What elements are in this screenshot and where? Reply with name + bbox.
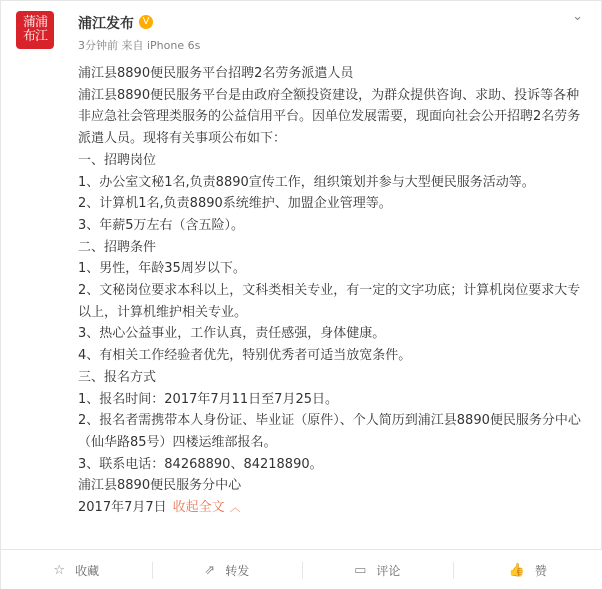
avatar-logo-text: 蒲浦布江 xyxy=(22,15,47,44)
action-bar xyxy=(1,549,602,589)
collapse-label: 收起全文 xyxy=(172,500,225,516)
post-paragraph: 3、热心公益事业，工作认真，责任感强，身体健康。 xyxy=(78,326,386,342)
post-meta xyxy=(78,37,200,53)
favorite-label: 收藏 xyxy=(75,563,100,578)
favorite-button[interactable] xyxy=(1,550,152,589)
chevron-down-icon[interactable]: ⌄ xyxy=(572,9,583,24)
post-paragraph: 3、联系电话：84268890、84218890。 xyxy=(78,456,323,472)
verified-badge-icon: V xyxy=(139,15,153,29)
comment-label: 评论 xyxy=(376,563,401,578)
post-date: 2017年7月7日 xyxy=(78,500,167,516)
username[interactable]: 浦江发布 xyxy=(78,16,134,32)
star-icon: ☆ xyxy=(53,562,66,578)
post-paragraph: 2、文秘岗位要求本科以上，文科类相关专业，有一定的文字功底；计算机岗位要求大专以上，计算机维护相关专业。 xyxy=(78,283,581,320)
comment-button[interactable] xyxy=(302,550,453,589)
like-label: 赞 xyxy=(534,563,547,578)
post-paragraph: 一、招聘岗位 xyxy=(78,152,157,168)
avatar[interactable] xyxy=(16,11,54,49)
chevron-up-icon: ︿ xyxy=(229,501,241,515)
post-paragraph: 1、办公室文秘1名,负责8890宣传工作，组织策划并参与大型便民服务活动等。 xyxy=(78,174,535,190)
post-paragraph: 二、招聘条件 xyxy=(78,239,157,255)
post-source: 来自 iPhone 6s xyxy=(121,39,201,52)
post-paragraph: 1、男性，年龄35周岁以下。 xyxy=(78,261,246,277)
post-paragraph: 4、有相关工作经验者优先，特别优秀者可适当放宽条件。 xyxy=(78,348,412,364)
like-button[interactable] xyxy=(453,550,602,589)
post-paragraph: 浦江县8890便民服务分中心 xyxy=(78,478,242,494)
collapse-full-text-link[interactable] xyxy=(173,500,241,515)
post-title: 浦江县8890便民服务平台招聘2名劳务派遣人员 xyxy=(78,66,354,81)
post-content xyxy=(78,63,586,519)
post-paragraph: 2、计算机1名,负责8890系统维护、加盟企业管理等。 xyxy=(78,196,392,212)
post-date-row xyxy=(78,497,586,519)
post-paragraph: 1、报名时间：2017年7月11日至7月25日。 xyxy=(78,391,338,407)
thumbs-up-icon: 👍 xyxy=(508,562,525,578)
repost-label: 转发 xyxy=(225,563,250,578)
comment-icon: ▭ xyxy=(354,562,367,578)
repost-icon: ⇗ xyxy=(204,562,216,578)
post-paragraph: 浦江县8890便民服务平台是由政府全额投资建设，为群众提供咨询、求助、投诉等各种非应急社会管理类服务的公益信用平台。因单位发展需要，现面向社会公开招聘2名劳务派遣人员。现将有关事项公布如下： xyxy=(78,87,581,147)
post-paragraph: 三、报名方式 xyxy=(78,369,157,385)
post-time[interactable]: 3分钟前 xyxy=(78,39,118,52)
repost-button[interactable] xyxy=(152,550,303,589)
post-paragraph: 3、年薪5万左右（含五险）。 xyxy=(78,217,245,233)
post-paragraph: 2、报名者需携带本人身份证、毕业证（原件）、个人简历到浦江县8890便民服务分中心（仙华路85号）四楼运维部报名。 xyxy=(78,413,581,450)
